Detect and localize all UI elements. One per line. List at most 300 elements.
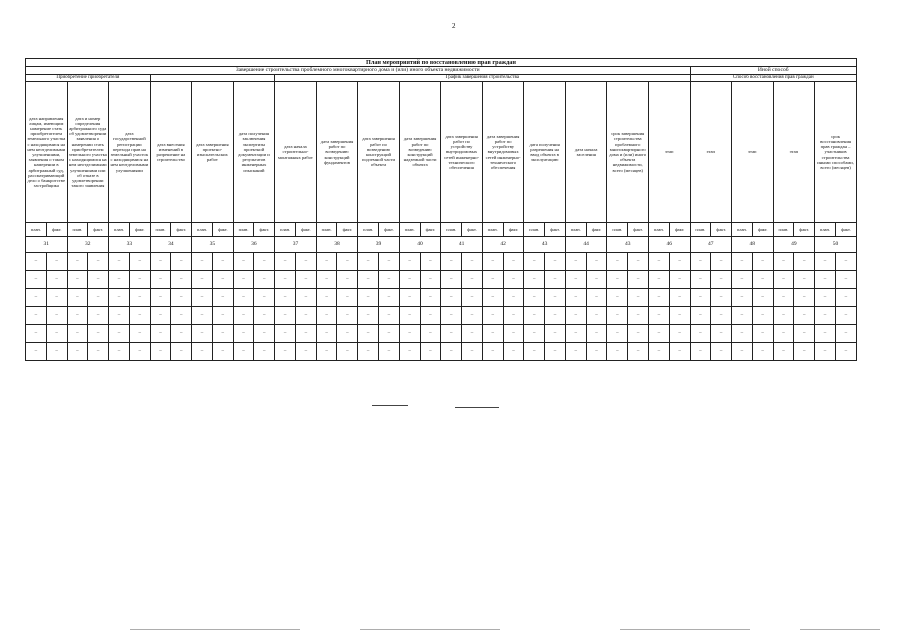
empty-cell: – xyxy=(711,253,732,271)
empty-cell: – xyxy=(275,307,296,325)
fact-label: факт. xyxy=(628,223,649,237)
empty-cell: – xyxy=(690,325,711,343)
empty-cell: – xyxy=(732,307,753,325)
empty-cell: – xyxy=(129,289,150,307)
empty-cell: – xyxy=(358,271,379,289)
table-row xyxy=(26,343,857,361)
empty-cell: – xyxy=(773,253,794,271)
empty-cell: – xyxy=(26,343,47,361)
empty-cell: – xyxy=(482,289,503,307)
fact-label: факт. xyxy=(586,223,607,237)
empty-cell: – xyxy=(337,289,358,307)
empty-cell: – xyxy=(462,253,483,271)
empty-cell: – xyxy=(316,325,337,343)
empty-cell: – xyxy=(794,325,815,343)
empty-cell: – xyxy=(545,271,566,289)
empty-cell: – xyxy=(295,307,316,325)
table-row xyxy=(26,289,857,307)
column-header: дата государственной регистрации перехода прав на земельный участок с находящимися на нем неотделимыми улучшениями xyxy=(109,82,151,223)
empty-cell: – xyxy=(794,271,815,289)
empty-cell: – xyxy=(690,271,711,289)
plan-label: план. xyxy=(316,223,337,237)
empty-cell: – xyxy=(88,343,109,361)
column-header: дата завершения работ по возведению конструкций подземной части объекта xyxy=(358,82,400,223)
empty-cell: – xyxy=(732,289,753,307)
empty-cell: – xyxy=(835,325,856,343)
empty-cell: – xyxy=(171,271,192,289)
empty-cell: – xyxy=(524,271,545,289)
empty-cell: – xyxy=(441,343,462,361)
empty-cell: – xyxy=(358,289,379,307)
column-header: этап xyxy=(690,82,732,223)
plan-label: план. xyxy=(524,223,545,237)
empty-cell: – xyxy=(732,253,753,271)
empty-cell: – xyxy=(150,289,171,307)
column-number: 39 xyxy=(358,237,400,253)
plan-label: план. xyxy=(192,223,213,237)
empty-cell: – xyxy=(171,343,192,361)
empty-cell: – xyxy=(628,307,649,325)
plan-label: план. xyxy=(441,223,462,237)
fact-label: факт. xyxy=(711,223,732,237)
signature-line-1 xyxy=(372,405,408,406)
empty-cell: – xyxy=(815,343,836,361)
empty-cell: – xyxy=(379,343,400,361)
empty-cell: – xyxy=(565,271,586,289)
empty-cell: – xyxy=(295,343,316,361)
column-header: дата получения заключения экспертизы проектной документации и результатов инженерных изысканий xyxy=(233,82,275,223)
empty-cell: – xyxy=(233,343,254,361)
empty-cell: – xyxy=(379,307,400,325)
empty-cell: – xyxy=(295,325,316,343)
empty-cell: – xyxy=(88,271,109,289)
column-header: дата и номер определения арбитражного суда об удовлетворении заявления о намерении стать приобретателем земельного участка с находящимися на нем неотделимыми улучшениями или об отказе в удовлетворении такого заявления xyxy=(67,82,109,223)
empty-cell: – xyxy=(254,271,275,289)
column-header: срок завершения строительства проблемного многоквартирного дома и (или) иного объекта недвижимости, всего (месяцев) xyxy=(607,82,649,223)
empty-cell: – xyxy=(129,343,150,361)
empty-cell: – xyxy=(648,325,669,343)
header-other-method: Иной способ xyxy=(690,67,857,75)
empty-cell: – xyxy=(46,343,67,361)
empty-cell: – xyxy=(815,325,836,343)
column-number: 42 xyxy=(482,237,524,253)
empty-cell: – xyxy=(316,343,337,361)
empty-cell: – xyxy=(275,343,296,361)
empty-cell: – xyxy=(150,325,171,343)
column-number: 37 xyxy=(275,237,317,253)
empty-cell: – xyxy=(441,325,462,343)
empty-cell: – xyxy=(379,289,400,307)
fact-label: факт. xyxy=(337,223,358,237)
empty-cell: – xyxy=(337,253,358,271)
empty-cell: – xyxy=(690,343,711,361)
empty-cell: – xyxy=(524,325,545,343)
empty-cell: – xyxy=(669,253,690,271)
empty-cell: – xyxy=(835,253,856,271)
empty-cell: – xyxy=(171,289,192,307)
empty-cell: – xyxy=(420,343,441,361)
empty-cell: – xyxy=(233,289,254,307)
empty-cell: – xyxy=(420,271,441,289)
column-header: дата завершения работ по возведению конструкций надземной части объекта xyxy=(399,82,441,223)
empty-cell: – xyxy=(109,343,130,361)
empty-cell: – xyxy=(482,307,503,325)
empty-cell: – xyxy=(690,307,711,325)
empty-cell: – xyxy=(316,253,337,271)
empty-cell: – xyxy=(379,271,400,289)
empty-cell: – xyxy=(482,343,503,361)
empty-cell: – xyxy=(46,307,67,325)
plan-label: план. xyxy=(565,223,586,237)
empty-cell: – xyxy=(316,271,337,289)
empty-cell: – xyxy=(503,289,524,307)
column-header: дата начала заселения xyxy=(565,82,607,223)
empty-cell: – xyxy=(648,343,669,361)
empty-cell: – xyxy=(669,325,690,343)
empty-cell: – xyxy=(26,325,47,343)
empty-cell: – xyxy=(815,253,836,271)
empty-cell: – xyxy=(628,289,649,307)
scan-artifact-3 xyxy=(620,629,750,630)
empty-cell: – xyxy=(150,253,171,271)
empty-cell: – xyxy=(46,289,67,307)
empty-cell: – xyxy=(109,307,130,325)
plan-label: план. xyxy=(607,223,628,237)
fact-label: факт. xyxy=(129,223,150,237)
group-acquirer: Приобретение приобретателя xyxy=(26,75,151,82)
column-header: дата завершения работ по возведению конструкций фундаментов xyxy=(316,82,358,223)
column-number: 40 xyxy=(399,237,441,253)
empty-cell: – xyxy=(732,325,753,343)
empty-cell: – xyxy=(441,271,462,289)
empty-cell: – xyxy=(399,343,420,361)
empty-cell: – xyxy=(379,325,400,343)
empty-cell: – xyxy=(192,289,213,307)
empty-cell: – xyxy=(752,271,773,289)
group-schedule: График завершения строительства xyxy=(275,75,690,82)
empty-cell: – xyxy=(212,289,233,307)
empty-cell: – xyxy=(835,343,856,361)
empty-cell: – xyxy=(690,289,711,307)
empty-cell: – xyxy=(233,325,254,343)
empty-cell: – xyxy=(503,325,524,343)
column-number: 33 xyxy=(109,237,151,253)
empty-cell: – xyxy=(794,307,815,325)
column-header: дата начала строительно-монтажных работ xyxy=(275,82,317,223)
empty-cell: – xyxy=(46,325,67,343)
fact-label: факт. xyxy=(254,223,275,237)
empty-cell: – xyxy=(358,253,379,271)
empty-cell: – xyxy=(67,307,88,325)
empty-cell: – xyxy=(462,307,483,325)
column-number: 49 xyxy=(773,237,815,253)
column-header: дата внесения изменений в разрешение на строительство xyxy=(150,82,192,223)
empty-cell: – xyxy=(648,271,669,289)
empty-cell: – xyxy=(337,343,358,361)
empty-cell: – xyxy=(462,325,483,343)
empty-cell: – xyxy=(482,271,503,289)
empty-cell: – xyxy=(192,343,213,361)
plan-label: план. xyxy=(109,223,130,237)
empty-cell: – xyxy=(254,343,275,361)
empty-cell: – xyxy=(212,325,233,343)
column-number: 47 xyxy=(690,237,732,253)
empty-cell: – xyxy=(835,271,856,289)
fact-label: факт. xyxy=(379,223,400,237)
empty-cell: – xyxy=(565,253,586,271)
empty-cell: – xyxy=(150,271,171,289)
empty-cell: – xyxy=(565,307,586,325)
column-number: 36 xyxy=(233,237,275,253)
empty-cell: – xyxy=(815,271,836,289)
empty-cell: – xyxy=(399,325,420,343)
column-header: дата завершения проектно-изыскательских работ xyxy=(192,82,234,223)
empty-cell: – xyxy=(586,271,607,289)
empty-cell: – xyxy=(773,289,794,307)
empty-cell: – xyxy=(773,343,794,361)
empty-cell: – xyxy=(275,289,296,307)
signature-line-2 xyxy=(455,407,499,408)
fact-label: факт. xyxy=(545,223,566,237)
empty-cell: – xyxy=(711,343,732,361)
empty-cell: – xyxy=(752,253,773,271)
empty-cell: – xyxy=(669,289,690,307)
empty-cell: – xyxy=(26,271,47,289)
empty-cell: – xyxy=(379,253,400,271)
empty-cell: – xyxy=(773,271,794,289)
empty-cell: – xyxy=(628,325,649,343)
scan-artifact-4 xyxy=(800,629,880,630)
empty-cell: – xyxy=(441,289,462,307)
column-number: 31 xyxy=(26,237,68,253)
empty-cell: – xyxy=(46,253,67,271)
empty-cell: – xyxy=(503,253,524,271)
empty-cell: – xyxy=(316,307,337,325)
empty-cell: – xyxy=(545,343,566,361)
column-number: 34 xyxy=(150,237,192,253)
empty-cell: – xyxy=(441,307,462,325)
fact-label: факт. xyxy=(503,223,524,237)
fact-label: факт. xyxy=(462,223,483,237)
empty-cell: – xyxy=(150,307,171,325)
column-number: 46 xyxy=(648,237,690,253)
empty-cell: – xyxy=(233,307,254,325)
empty-cell: – xyxy=(26,253,47,271)
empty-cell: – xyxy=(88,253,109,271)
empty-cell: – xyxy=(275,325,296,343)
empty-cell: – xyxy=(254,253,275,271)
page-number: 2 xyxy=(452,22,456,30)
table-row xyxy=(26,307,857,325)
empty-cell: – xyxy=(607,343,628,361)
empty-cell: – xyxy=(835,289,856,307)
empty-cell: – xyxy=(607,271,628,289)
empty-cell: – xyxy=(607,307,628,325)
empty-cell: – xyxy=(399,289,420,307)
empty-cell: – xyxy=(815,307,836,325)
column-number: 43 xyxy=(524,237,566,253)
empty-cell: – xyxy=(254,289,275,307)
empty-cell: – xyxy=(420,253,441,271)
plan-label: план. xyxy=(358,223,379,237)
table-row xyxy=(26,271,857,289)
column-number: 43 xyxy=(607,237,649,253)
empty-cell: – xyxy=(254,307,275,325)
plan-label: план. xyxy=(26,223,47,237)
empty-cell: – xyxy=(711,325,732,343)
plan-label: план. xyxy=(648,223,669,237)
empty-cell: – xyxy=(109,289,130,307)
fact-label: факт. xyxy=(835,223,856,237)
column-header: дата завершения работ по устройству внутридомовых сетей инженерно-технического обеспечения xyxy=(441,82,483,223)
empty-cell: – xyxy=(669,271,690,289)
empty-cell: – xyxy=(752,325,773,343)
fact-label: факт. xyxy=(212,223,233,237)
empty-cell: – xyxy=(669,343,690,361)
table-title: План мероприятий по восстановлению прав граждан xyxy=(26,59,857,67)
fact-label: факт. xyxy=(420,223,441,237)
empty-cell: – xyxy=(586,253,607,271)
empty-cell: – xyxy=(441,253,462,271)
empty-cell: – xyxy=(192,253,213,271)
plan-label: план. xyxy=(150,223,171,237)
empty-cell: – xyxy=(399,253,420,271)
empty-cell: – xyxy=(316,289,337,307)
empty-cell: – xyxy=(732,271,753,289)
empty-cell: – xyxy=(26,307,47,325)
empty-cell: – xyxy=(524,343,545,361)
empty-cell: – xyxy=(524,307,545,325)
empty-cell: – xyxy=(607,289,628,307)
empty-cell: – xyxy=(648,289,669,307)
scan-artifact-1 xyxy=(130,629,300,630)
plan-label: план. xyxy=(482,223,503,237)
empty-cell: – xyxy=(88,289,109,307)
fact-label: факт. xyxy=(171,223,192,237)
empty-cell: – xyxy=(109,271,130,289)
empty-cell: – xyxy=(565,343,586,361)
fact-label: факт. xyxy=(88,223,109,237)
empty-cell: – xyxy=(462,271,483,289)
empty-cell: – xyxy=(171,325,192,343)
measures-plan-table xyxy=(25,58,857,361)
empty-cell: – xyxy=(358,343,379,361)
plan-label: план. xyxy=(732,223,753,237)
empty-cell: – xyxy=(794,343,815,361)
empty-cell: – xyxy=(669,307,690,325)
column-number: 50 xyxy=(815,237,857,253)
empty-cell: – xyxy=(628,343,649,361)
empty-cell: – xyxy=(586,289,607,307)
empty-cell: – xyxy=(711,271,732,289)
empty-cell: – xyxy=(815,289,836,307)
empty-cell: – xyxy=(586,307,607,325)
group-empty xyxy=(150,75,275,82)
group-method: Способ восстановления прав граждан xyxy=(690,75,857,82)
empty-cell: – xyxy=(67,289,88,307)
empty-cell: – xyxy=(212,253,233,271)
empty-cell: – xyxy=(690,253,711,271)
plan-label: план. xyxy=(275,223,296,237)
fact-label: факт. xyxy=(46,223,67,237)
column-number: 44 xyxy=(565,237,607,253)
empty-cell: – xyxy=(358,307,379,325)
empty-cell: – xyxy=(275,271,296,289)
table-row xyxy=(26,253,857,271)
empty-cell: – xyxy=(773,307,794,325)
column-number: 32 xyxy=(67,237,109,253)
empty-cell: – xyxy=(503,271,524,289)
column-number: 38 xyxy=(316,237,358,253)
empty-cell: – xyxy=(503,343,524,361)
empty-cell: – xyxy=(732,343,753,361)
empty-cell: – xyxy=(192,325,213,343)
empty-cell: – xyxy=(46,271,67,289)
empty-cell: – xyxy=(295,253,316,271)
column-number: 35 xyxy=(192,237,234,253)
fact-label: факт. xyxy=(669,223,690,237)
empty-cell: – xyxy=(26,289,47,307)
empty-cell: – xyxy=(586,343,607,361)
empty-cell: – xyxy=(337,325,358,343)
empty-cell: – xyxy=(711,289,732,307)
empty-cell: – xyxy=(88,307,109,325)
plan-label: план. xyxy=(233,223,254,237)
empty-cell: – xyxy=(648,307,669,325)
empty-cell: – xyxy=(275,253,296,271)
empty-cell: – xyxy=(171,307,192,325)
empty-cell: – xyxy=(420,307,441,325)
empty-cell: – xyxy=(67,271,88,289)
empty-cell: – xyxy=(399,307,420,325)
empty-cell: – xyxy=(295,289,316,307)
empty-cell: – xyxy=(337,271,358,289)
empty-cell: – xyxy=(524,289,545,307)
empty-cell: – xyxy=(88,325,109,343)
empty-cell: – xyxy=(835,307,856,325)
plan-label: план. xyxy=(67,223,88,237)
column-header: дата завершения работ по устройству внутридомовых сетей инженерно-технического обеспечения xyxy=(482,82,524,223)
empty-cell: – xyxy=(545,307,566,325)
empty-cell: – xyxy=(462,343,483,361)
empty-cell: – xyxy=(752,289,773,307)
fact-label: факт. xyxy=(295,223,316,237)
empty-cell: – xyxy=(503,307,524,325)
empty-cell: – xyxy=(462,289,483,307)
plan-label: план. xyxy=(773,223,794,237)
empty-cell: – xyxy=(773,325,794,343)
empty-cell: – xyxy=(545,325,566,343)
empty-cell: – xyxy=(586,325,607,343)
header-completion: Завершение строительства проблемного многоквартирного дома и (или) иного объекта недвижимости xyxy=(26,67,691,75)
empty-cell: – xyxy=(524,253,545,271)
empty-cell: – xyxy=(607,325,628,343)
empty-cell: – xyxy=(482,325,503,343)
empty-cell: – xyxy=(607,253,628,271)
plan-label: план. xyxy=(815,223,836,237)
empty-cell: – xyxy=(129,325,150,343)
column-header: дата получения разрешения на ввод объекта в эксплуатацию xyxy=(524,82,566,223)
empty-cell: – xyxy=(233,271,254,289)
column-number: 41 xyxy=(441,237,483,253)
empty-cell: – xyxy=(628,253,649,271)
empty-cell: – xyxy=(129,271,150,289)
column-header: этап xyxy=(732,82,774,223)
empty-cell: – xyxy=(752,307,773,325)
empty-cell: – xyxy=(171,253,192,271)
fact-label: факт. xyxy=(752,223,773,237)
plan-label: план. xyxy=(690,223,711,237)
